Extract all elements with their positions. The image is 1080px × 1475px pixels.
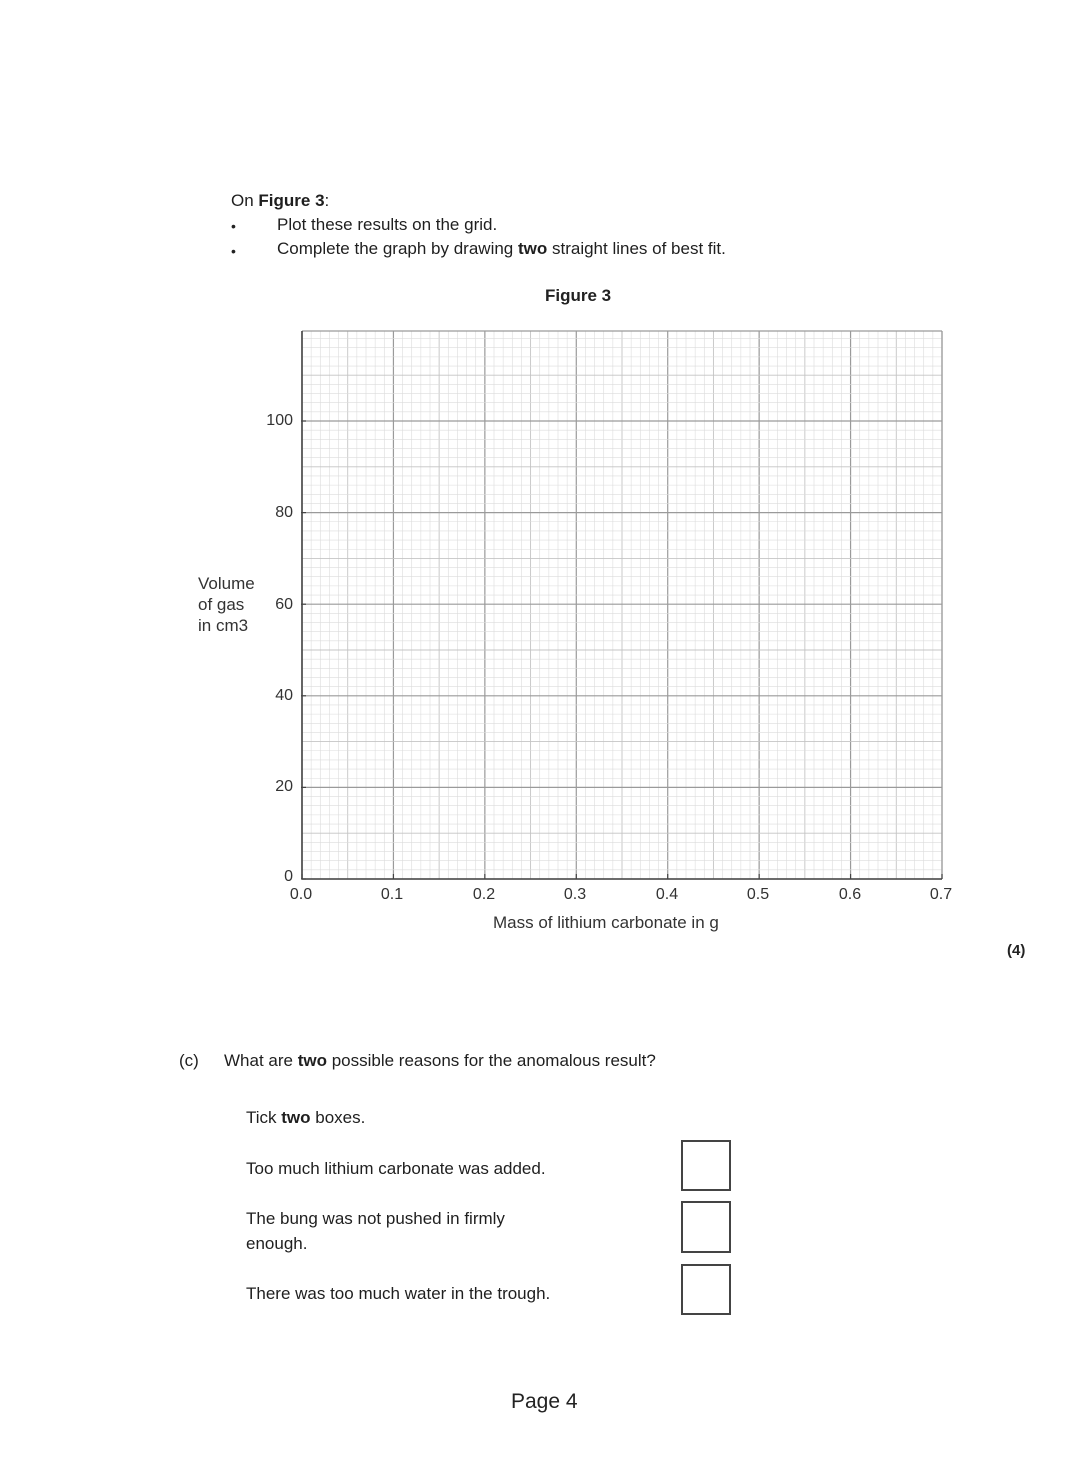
y-axis-label-line: in cm3: [198, 616, 249, 635]
y-tick-label: 80: [275, 504, 293, 521]
option-text-1: Too much lithium carbonate was added.: [246, 1159, 546, 1178]
x-tick-label: 0.2: [472, 886, 496, 903]
x-tick-label: 0.3: [563, 886, 587, 903]
checkbox-bung-not-firm[interactable]: [681, 1201, 731, 1253]
y-tick-label: 0: [284, 868, 293, 885]
x-tick-label: 0.7: [929, 886, 953, 903]
y-tick-label: 60: [275, 596, 293, 613]
page-number: Page 4: [511, 1390, 578, 1413]
instruction-plot: Plot these results on the grid.: [277, 215, 498, 234]
checkbox-too-much-lithium[interactable]: [681, 1140, 731, 1191]
figure-title: Figure 3: [545, 286, 612, 305]
y-axis-label-line: of gas: [198, 595, 245, 614]
y-axis-label-line: Volume: [198, 574, 255, 593]
option-text-3: There was too much water in the trough.: [246, 1284, 551, 1303]
instruction-intro: On Figure 3:: [231, 191, 330, 210]
bullet-marker-2: •: [231, 243, 236, 259]
question-text: What are two possible reasons for the anomalous result?: [224, 1051, 656, 1070]
x-tick-label: 0.5: [746, 886, 770, 903]
y-tick-label: 20: [275, 778, 293, 795]
option-text-2: The bung was not pushed in firmly enough.: [246, 1209, 505, 1253]
instruction-lines: Complete the graph by drawing two straight lines of best fit.: [277, 239, 726, 258]
x-tick-label: 0.4: [655, 886, 679, 903]
marks-label: (4): [1007, 942, 1026, 959]
y-tick-label: 100: [266, 412, 293, 429]
checkbox-too-much-water[interactable]: [681, 1264, 731, 1315]
x-tick-label: 0.6: [838, 886, 862, 903]
x-axis-label: Mass of lithium carbonate in g: [493, 913, 719, 932]
x-tick-label: 0.1: [380, 886, 404, 903]
x-tick-label: 0.0: [289, 886, 313, 903]
question-label: (c): [179, 1051, 199, 1070]
y-axis-label: [198, 573, 255, 636]
graph-grid[interactable]: [301, 330, 943, 880]
tick-instruction: Tick two boxes.: [246, 1108, 366, 1127]
bullet-marker-1: •: [231, 218, 236, 234]
y-tick-label: 40: [275, 687, 293, 704]
